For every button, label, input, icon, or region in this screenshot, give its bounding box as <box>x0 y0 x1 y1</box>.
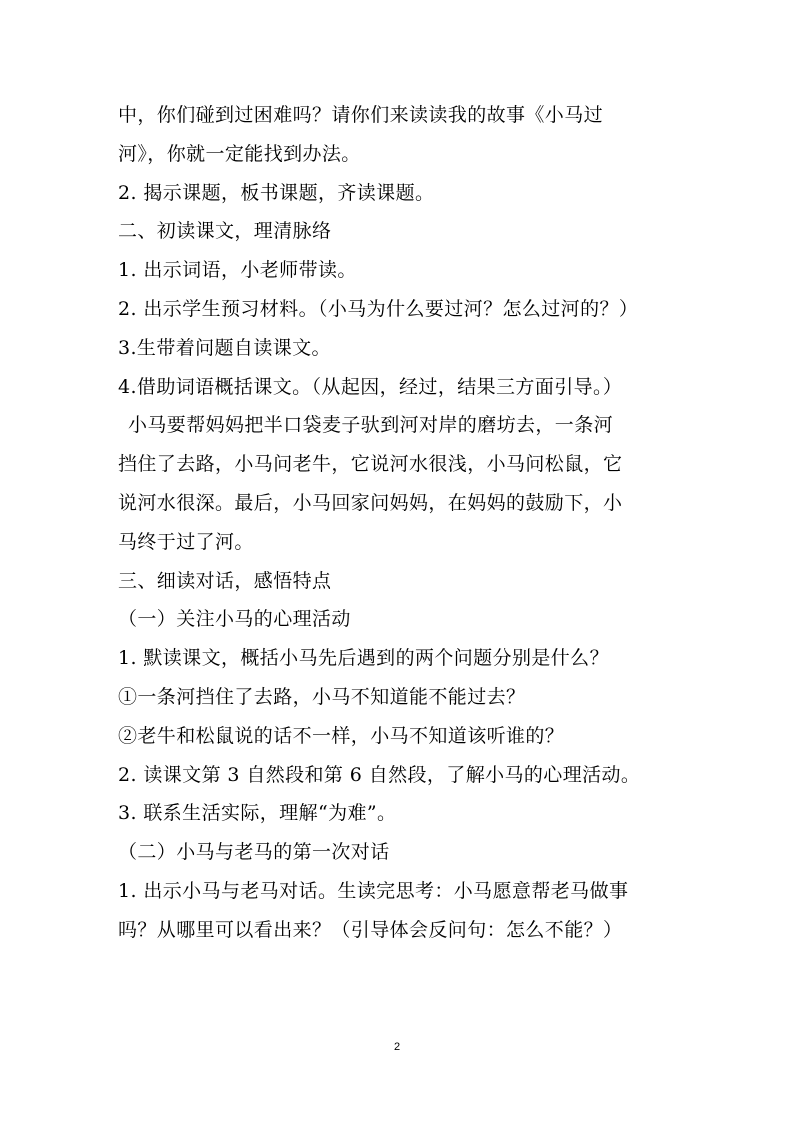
text-line: 2. 揭示课题，板书课题，齐读课题。 <box>118 181 435 204</box>
text-line: 河》，你就一定能找到办法。 <box>118 142 361 165</box>
document-body <box>118 96 678 950</box>
text-line: 2. 读课文第 3 自然段和第 6 自然段，了解小马的心理活动。 <box>118 763 641 786</box>
text-line: ①一条河挡住了去路，小马不知道能不能过去？ <box>118 685 526 708</box>
text-line: 吗？从哪里可以看出来？（引导体会反问句：怎么不能？） <box>118 918 623 941</box>
text-line: 1. 默读课文，概括小马先后遇到的两个问题分别是什么？ <box>118 647 609 670</box>
subsection-heading: （一）关注小马的心理活动 <box>118 608 351 631</box>
section-heading: 二、初读课文，理清脉络 <box>118 220 332 243</box>
text-line: 3. 联系生活实际，理解“为难”。 <box>118 802 397 825</box>
page-number: 2 <box>393 1041 401 1053</box>
text-line: 中，你们碰到过困难吗？请你们来读读我的故事《小马过 <box>118 104 604 126</box>
text-line: 1. 出示词语，小老师带读。 <box>118 259 357 282</box>
subsection-heading: （二）小马与老马的第一次对话 <box>118 841 390 864</box>
summary-paragraph-line: 马终于过了河。 <box>118 530 254 553</box>
summary-paragraph-line: 说河水很深。最后，小马回家问妈妈，在妈妈的鼓励下，小 <box>118 491 623 514</box>
text-line: 4.借助词语概括课文。（从起因，经过，结果三方面引导。） <box>118 375 623 398</box>
section-heading: 三、细读对话，感悟特点 <box>118 569 332 592</box>
summary-paragraph-line: 挡住了去路，小马问老牛，它说河水很浅，小马问松鼠，它 <box>118 453 623 476</box>
text-line: 1. 出示小马与老马对话。生读完思考：小马愿意帮老马做事 <box>118 879 629 902</box>
text-line: 2. 出示学生预习材料。（小马为什么要过河？怎么过河的？） <box>118 297 639 320</box>
summary-paragraph-line: 小马要帮妈妈把半口袋麦子驮到河对岸的磨坊去，一条河 <box>128 414 614 437</box>
text-line: 3.生带着问题自读课文。 <box>118 336 331 359</box>
text-line: ②老牛和松鼠说的话不一样，小马不知道该听谁的？ <box>118 724 565 747</box>
